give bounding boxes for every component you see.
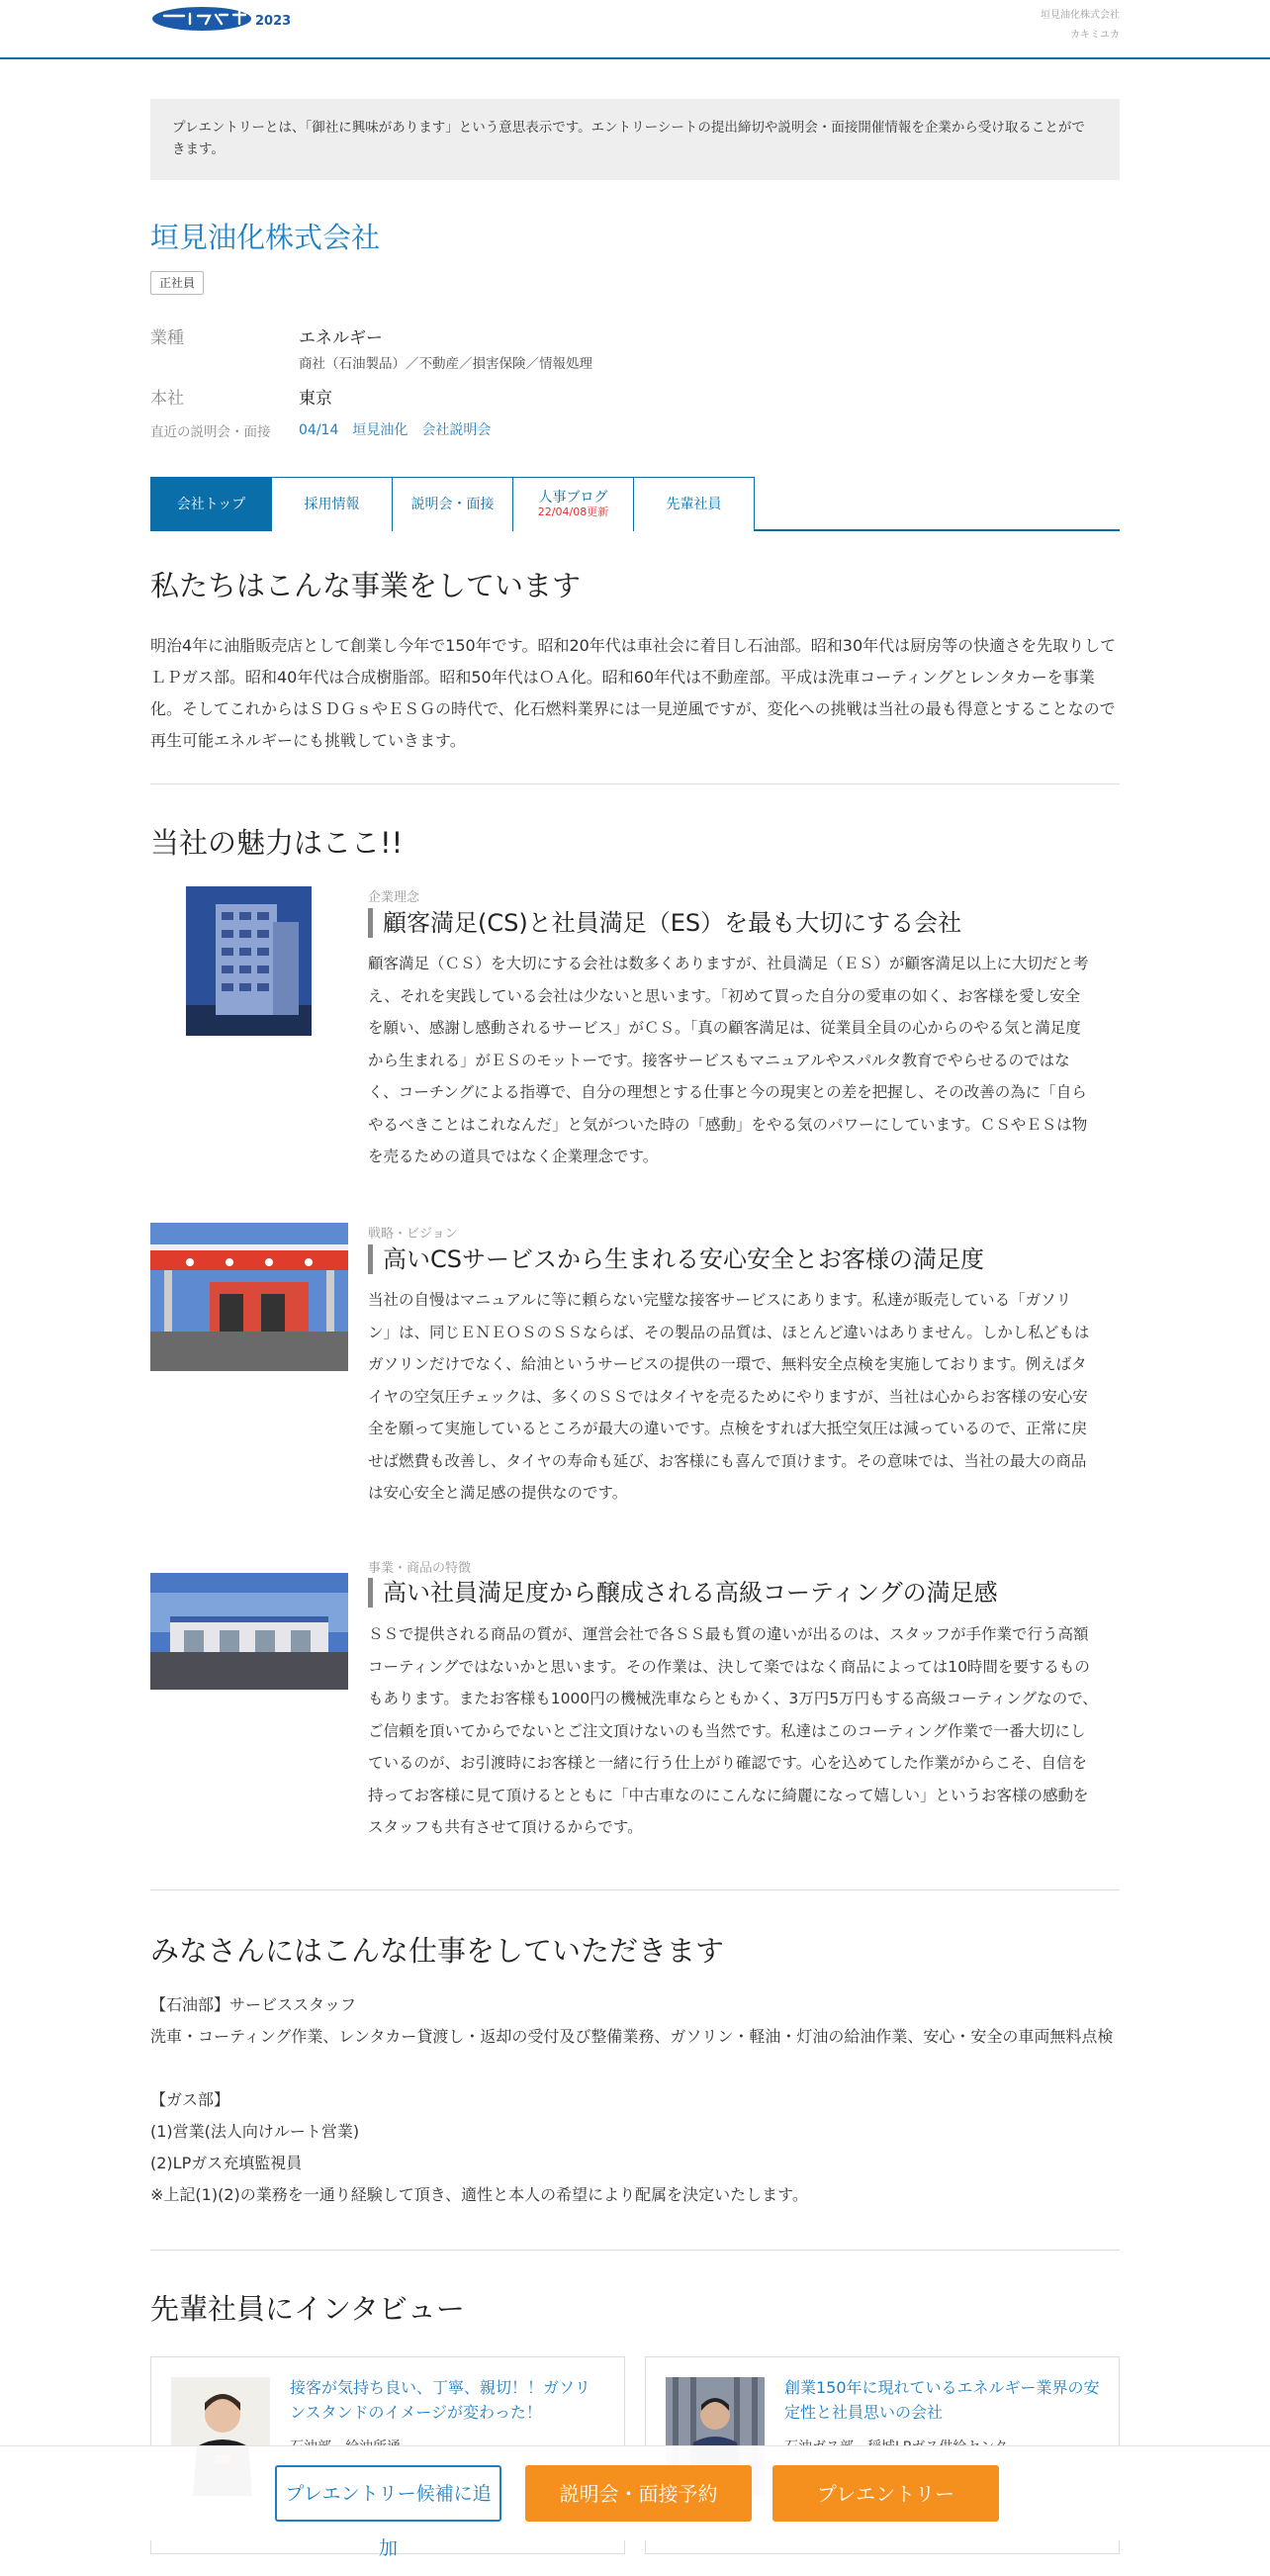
feature-title: 高いCSサービスから生まれる安心安全とお客様の満足度 <box>368 1244 984 1274</box>
text-line: スタッフも共有させて頂けるからです。 <box>368 1818 643 1836</box>
divider <box>150 2250 1120 2251</box>
text-line: 明治4年に油脂販売店として創業し今年で150年です。昭和20年代は車社会に着目し石油部。昭和30年代は厨房等の快適さを先取りして <box>150 636 1117 655</box>
tab-label: 会社トップ <box>176 497 246 512</box>
text-line: 再生可能エネルギーにも挑戦していきます。 <box>150 731 466 750</box>
feature-body <box>368 1284 1120 1510</box>
work-line: 洗車・コーティング作業、レンタカー貸渡し・返却の受付及び整備業務、ガソリン・軽油・灯油の給油作業、安心・安全の車両無料点検 <box>150 2027 1114 2046</box>
text-line: を売るための道具ではなく企業理念です。 <box>368 1148 659 1165</box>
reserve-seminar-button[interactable]: 説明会・面接予約 <box>525 2465 752 2522</box>
text-line: え、それを実践している会社は少ないと思います。「初めて買った自分の愛車の如く、お客様を愛し安全 <box>368 986 1081 1005</box>
industry-value: エネルギー <box>299 328 383 348</box>
divider <box>150 1889 1120 1890</box>
seminar-link[interactable]: 04/14 垣見油化 会社説明会 <box>299 422 492 438</box>
work-line: (1)営業(法人向けルート営業) <box>150 2122 360 2141</box>
text-line: 化。そしてこれからはＳＤＧｓやＥＳＧの時代で、化石燃料業界には一見逆風ですが、変化への挑戦は当社の最も得意とすることなので <box>150 699 1116 718</box>
feature-category: 企業理念 <box>368 890 420 905</box>
tab-senior-staff[interactable] <box>633 477 755 531</box>
tab-label: 人事ブログ <box>538 490 608 506</box>
company-tabs <box>150 477 1120 531</box>
appeal-heading: 当社の魅力はここ!! <box>150 826 404 860</box>
tab-label: 説明会・面接 <box>410 497 495 512</box>
location-label: 本社 <box>150 389 184 409</box>
text-line: を願い、感謝し感動されるサービス」がＣＳ。「真の顧客満足は、従業員全員の心からのやる気と満足度 <box>368 1019 1081 1037</box>
pre-entry-button[interactable]: プレエントリー <box>772 2465 999 2522</box>
location-value: 東京 <box>299 389 332 409</box>
text-line: もあります。またお客様も1000円の機械洗車ならともかく、3万円5万円もする高級コーティングなので、 <box>368 1690 1098 1707</box>
work-line: 【石油部】サービススタッフ <box>150 1995 357 2014</box>
add-candidate-button[interactable]: プレエントリー候補に追加 <box>275 2465 501 2522</box>
business-text <box>150 630 1120 757</box>
coating-facility-photo <box>150 1573 348 1690</box>
business-heading: 私たちはこんな事業をしています <box>150 569 582 602</box>
text-line: から生まれる」がＥＳのモットーです。接客サービスもマニュアルやスパルタ教育でやらせるのではな <box>368 1051 1070 1069</box>
text-line: ＳＳで提供される商品の質が、運営会社で各ＳＳ最も質の違いが出るのは、スタッフが手作業で行う高額 <box>368 1625 1089 1643</box>
company-name: 垣見油化株式会社 <box>150 221 381 254</box>
feature-body <box>368 948 1120 1173</box>
feature-body <box>368 1618 1120 1844</box>
text-line: 全を願って実施しているところが最大の違いです。点検をすれば大抵空気圧は減っているので、正常に戻 <box>368 1420 1087 1437</box>
tab-hr-blog[interactable] <box>512 477 634 531</box>
text-line: ているのが、お引渡時にお客様と一緒に行う仕上がり確認です。心を込めてした作業がからこそ、自信を <box>368 1754 1087 1772</box>
tab-label: 先輩社員 <box>666 497 722 512</box>
work-line: ※上記(1)(2)の業務を一通り経験して頂き、適性と本人の希望により配属を決定いたします。 <box>150 2185 808 2204</box>
tab-recruit-info[interactable] <box>271 477 393 531</box>
text-line: ン」は、同じＥＮＥＯＳのＳＳならば、その製品の品質は、ほとんど違いはありません。しかし私どもは <box>368 1323 1090 1341</box>
tab-label: 採用情報 <box>304 497 360 512</box>
work-line: 【ガス部】 <box>150 2090 230 2109</box>
tab-update-date: 22/04/08更新 <box>537 506 609 518</box>
industry-sub: 商社（石油製品）／不動産／損害保険／情報処理 <box>299 356 592 372</box>
industry-label: 業種 <box>150 328 184 348</box>
text-line: やるべきことはこれなんだ」と気がついた時の「感動」をやる気のパワーにしています。ＣＳやＥＳは物 <box>368 1115 1088 1134</box>
text-line: 持ってお客様に見て頂けるとともに「中古車なのにこんなに綺麗になって嬉しい」というお客様の感動を <box>368 1786 1089 1804</box>
interview-heading: 先輩社員にインタビュー <box>150 2292 465 2326</box>
feature-title: 顧客満足(CS)と社員満足（ES）を最も大切にする会社 <box>368 908 961 938</box>
text-line: コーティングではないかと思います。その作業は、決して楽ではなく商品によっては10時間を要するもの <box>368 1657 1090 1676</box>
header-company-name: 垣見油化株式会社 <box>1041 10 1120 21</box>
office-building-photo <box>186 886 312 1036</box>
interview-title: 接客が気持ち良い、丁寧、親切！！ガソリンスタンドのイメージが変わった！ <box>290 2378 591 2422</box>
text-line: せば燃費も改善し、タイヤの寿命も延び、お客様にも喜んで頂けます。その意味では、当社の最大の商品 <box>368 1451 1087 1470</box>
text-line: 顧客満足（ＣＳ）を大切にする会社は数多くありますが、社員満足（ＥＳ）が顧客満足以上に大切だと考 <box>368 955 1089 972</box>
header-company-kana: カキミユカ <box>1070 30 1120 41</box>
interview-title: 創業150年に現れているエネルギー業界の安定性と社員思いの会社 <box>784 2378 1100 2422</box>
logo-year: 2023 <box>255 14 292 29</box>
divider <box>150 783 1120 784</box>
header-company-info <box>1041 6 1120 46</box>
gas-station-photo <box>150 1223 348 1371</box>
site-header <box>0 0 1270 59</box>
text-line: ガソリンだけでなく、給油というサービスの提供の一環で、無料安全点検を実施しております。例えばタ <box>368 1355 1087 1373</box>
text-line: イヤの空気圧チェックは、多くのＳＳではタイヤを売るためにやりますが、当社は心からお客様の安心安 <box>368 1387 1088 1406</box>
text-line: く、コーチングによる指導で、自分の理想とする仕事と今の現実との差を把握し、その改善の為に「自ら <box>368 1083 1087 1101</box>
seminar-label: 直近の説明会・面接 <box>150 424 271 440</box>
tab-seminar[interactable] <box>392 477 513 531</box>
tab-company-top[interactable] <box>150 477 272 531</box>
employment-badge: 正社員 <box>150 271 204 295</box>
pre-entry-notice: プレエントリーとは、「御社に興味があります」という意思表示です。エントリーシートの提出締切や説明会・面接開催情報を企業から受け取ることができます。 <box>150 99 1120 180</box>
work-line: (2)LPガス充填監視員 <box>150 2154 303 2172</box>
feature-title: 高い社員満足度から醸成される高級コーティングの満足感 <box>368 1578 998 1608</box>
text-line: ご信頼を頂いてからでないとご注文頂けないのも当然です。私達はこのコーティング作業で一番大切にし <box>368 1721 1086 1740</box>
text-line: ＬＰガス部。昭和40年代は合成樹脂部。昭和50年代はＯＡ化。昭和60年代は不動産部。平成は洗車コーティングとレンタカーを事業 <box>150 668 1095 687</box>
text-line: は安心安全と満足感の提供なのです。 <box>368 1484 628 1502</box>
feature-category: 事業・商品の特徴 <box>368 1561 472 1576</box>
feature-category: 戦略・ビジョン <box>368 1227 458 1242</box>
text-line: 当社の自慢はマニュアルに等に頼らない完璧な接客サービスにあります。私達が販売している「ガソリ <box>368 1291 1072 1309</box>
work-heading: みなさんにはこんな仕事をしていただきます <box>150 1934 725 1968</box>
